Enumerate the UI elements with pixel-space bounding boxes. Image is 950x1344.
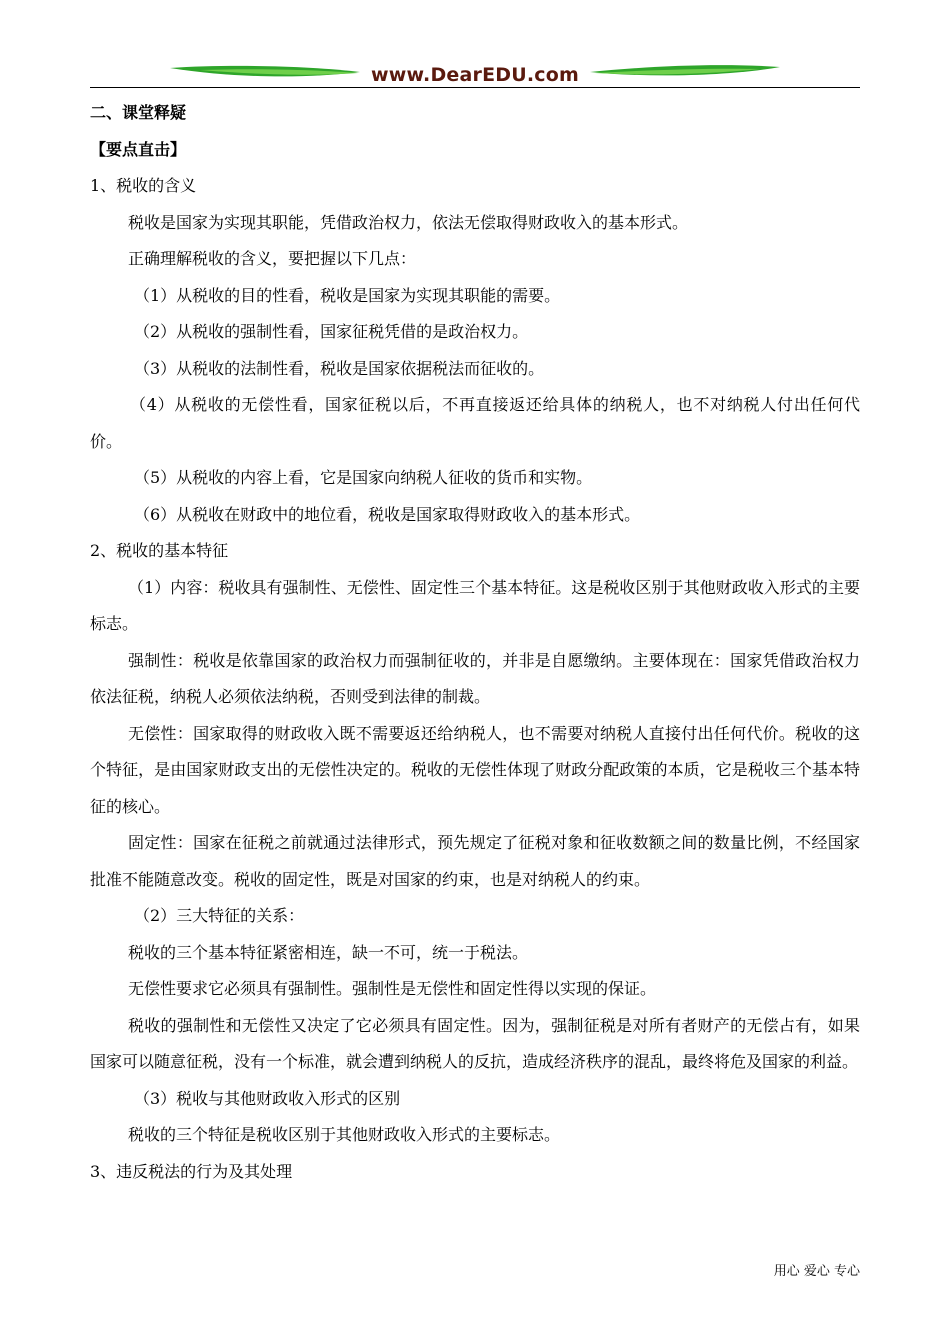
- topic1-point: （4）从税收的无偿性看，国家征税以后，不再直接返还给具体的纳税人，也不对纳税人付出任何代价。: [90, 395, 860, 451]
- topic2-compulsory: 强制性：税收是依靠国家的政治权力而强制征收的，并非是自愿缴纳。主要体现在：国家凭借政治权力依法征税，纳税人必须依法纳税，否则受到法律的制裁。: [90, 650, 860, 706]
- site-banner: [90, 52, 860, 92]
- topic1-point: （6）从税收在财政中的地位看，税收是国家取得财政收入的基本形式。: [134, 504, 641, 524]
- topic1-title: 1、税收的含义: [90, 176, 197, 195]
- section-title: 二、课堂释疑: [90, 103, 187, 122]
- footer-motto: 用心 爱心 专心: [773, 1264, 860, 1279]
- site-url[interactable]: www.DearEDU.com: [370, 64, 580, 86]
- topic2-relation-title: （2）三大特征的关系：: [134, 906, 305, 925]
- topic1-point: （3）从税收的法制性看，税收是国家依据税法而征收的。: [134, 358, 545, 378]
- topic2-relation-text: 税收的强制性和无偿性又决定了它必须具有固定性。因为，强制征税是对所有者财产的无偿占有，如果国家可以随意征税，没有一个标准，就会遭到纳税人的反抗，造成经济秩序的混乱，最终将危及国家的利益。: [90, 1015, 860, 1071]
- topic1-point: （5）从税收的内容上看，它是国家向纳税人征收的货币和实物。: [134, 468, 593, 487]
- topic2-title: 2、税收的基本特征: [90, 541, 229, 560]
- topic1-definition: 税收是国家为实现其职能，凭借政治权力，依法无偿取得财政收入的基本形式。: [128, 212, 689, 232]
- topic3-title: 3、违反税法的行为及其处理: [90, 1161, 293, 1181]
- topic1-point: （2）从税收的强制性看，国家征税凭借的是政治权力。: [134, 322, 529, 341]
- topic2-fixed: 固定性：国家在征税之前就通过法律形式，预先规定了征税对象和征收数额之间的数量比例，不经国家批准不能随意改变。税收的固定性，既是对国家的约束，也是对纳税人的约束。: [90, 833, 860, 889]
- topic2-difference-text: 税收的三个特征是税收区别于其他财政收入形式的主要标志。: [128, 1125, 561, 1144]
- topic1-intro: 正确理解税收的含义，要把握以下几点：: [128, 249, 417, 268]
- topic2-relation-text: 无偿性要求它必须具有强制性。强制性是无偿性和固定性得以实现的保证。: [128, 979, 657, 998]
- topic2-relation-text: 税收的三个基本特征紧密相连，缺一不可，统一于税法。: [128, 942, 529, 962]
- topic2-difference-title: （3）税收与其他财政收入形式的区别: [134, 1088, 401, 1108]
- header-divider: [90, 87, 860, 88]
- subheading: 【要点直击】: [90, 139, 187, 159]
- topic2-content: （1）内容：税收具有强制性、无偿性、固定性三个基本特征。这是税收区别于其他财政收入形式的主要标志。: [90, 577, 860, 633]
- document-body: [90, 95, 860, 1190]
- topic2-gratuitous: 无偿性：国家取得的财政收入既不需要返还给纳税人，也不需要对纳税人直接付出任何代价。税收的这个特征，是由国家财政支出的无偿性决定的。税收的无偿性体现了财政分配政策的本质，它是税收三个基本特征的核心。: [90, 723, 860, 816]
- topic1-point: （1）从税收的目的性看，税收是国家为实现其职能的需要。: [134, 285, 561, 305]
